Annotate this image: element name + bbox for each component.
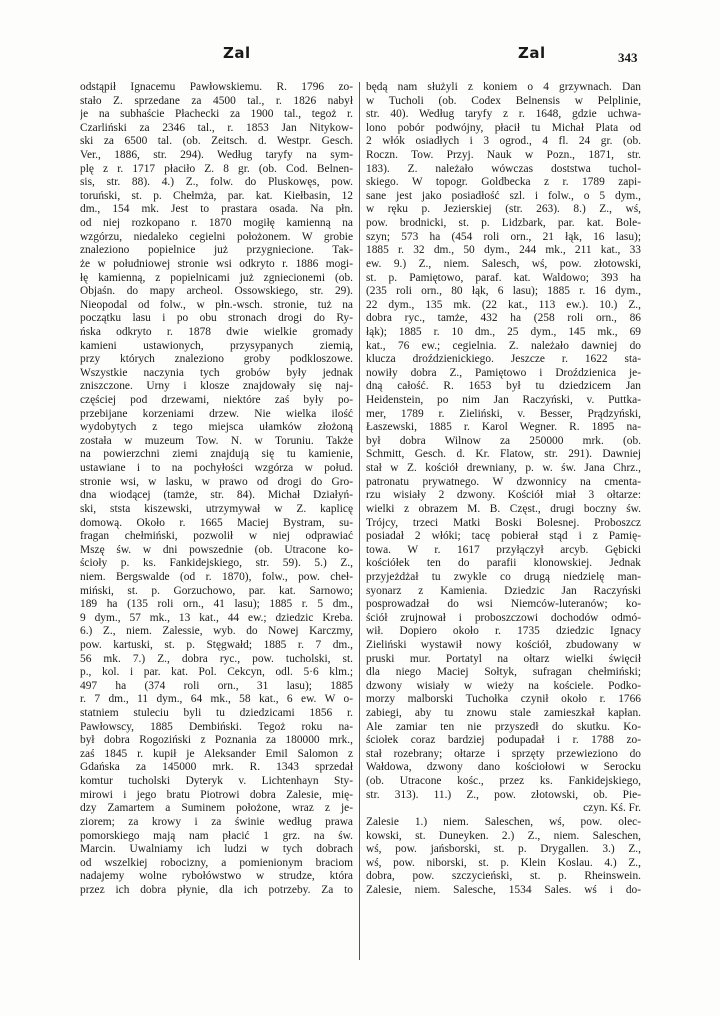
text-line: 22 dym., 135 mk. (22 kat., 113 ew.). 10.) Z., [366, 298, 641, 311]
text-line: dm., 154 mk. Jest to prastara osada. Na płn. [80, 203, 353, 216]
text-line: będą nam służyli z koniem o 4 grzywnach. Dan [366, 81, 641, 93]
text-line: komtur tucholski Dyteryk v. Lichtenhayn Sty- [80, 775, 353, 788]
text-line: zabiegi, aby tu znowu stale zamieszkał kapłan. [366, 707, 641, 720]
text-line: Łaszewski, 1885 r. Karol Wegner. R. 1895 na- [366, 421, 641, 434]
text-line: zaś 1845 r. kupił je Aleksander Emil Salomon z [80, 747, 353, 760]
text-line: nadajemy wolne rybołówstwo w strudze, która [80, 870, 353, 883]
text-line: był dobra Wilnow za 250000 mrk. (ob. [366, 434, 641, 447]
text-line: 6.) Z., niem. Zalessie, wyb. do Nowej Karczmy, [80, 625, 353, 638]
text-line: miński, st. p. Gorzuchowo, par. kat. Sarnowo; [80, 584, 353, 597]
text-line: syonarz z Kamienia. Dziedzic Jan Raczyński [366, 584, 641, 597]
text-line: str. 40). Według taryfy z r. 1648, gdzie uchwa- [366, 108, 641, 121]
text-line: ścioły p. ks. Fankidejskiego, str. 59). 5.) Z., [80, 557, 353, 570]
text-line: czyn. Kś. Fr. [583, 802, 641, 815]
text-line: ski za 6500 tal. (ob. Zeitsch. d. Westpr. Gesch. [80, 135, 353, 148]
text-line: posiadał 2 włóki; tacę pobierał stąd i z Pamię- [366, 530, 641, 543]
text-line: niem. Bergswalde (od r. 1870), folw., pow. cheł- [80, 570, 353, 583]
text-line: (235 roli orn., 80 łąk, 6 lasu); 1885 r. 16 dym., [366, 285, 641, 298]
text-line: kat., 76 ew.; cegielnia. Z. należało dawniej do [366, 339, 641, 352]
text-line: str. 313). 11.) Z., pow. złotowski, ob. Pie- [366, 788, 641, 801]
text-line: dobra, pow. szczycieński, st. p. Rheinswein. [366, 870, 641, 883]
text-line: wielki z obrazem M. B. Częst., drugi boczny św. [366, 502, 641, 515]
text-line: plę z r. 1717 płaciło Z. 8 gr. (ob. Cod. Belnen- [80, 162, 353, 175]
text-line: odstąpił Ignacemu Pawłowskiemu. R. 1796 zo- [80, 81, 353, 93]
text-line: p., kol. i par. kat. Pol. Cekcyn, odl. 5·6 klm.; [80, 666, 353, 679]
text-line: dna wiodącej (tamże, str. 84). Michał Działyń- [80, 489, 353, 502]
text-line: wś, pow. jańsborski, st. p. Drygallen. 3.) Z., [366, 843, 641, 856]
text-line: sis, str. 88). 4.) Z., folw. do Pluskowęs, pow. [80, 176, 353, 189]
text-line: ziorem; za krowy i za świnie według prawa [80, 815, 353, 828]
text-line: że w południowej stronie wsi odkryto r. 1886 mogi- [80, 257, 353, 270]
text-line: posprowadzał do wsi Niemców-luteranów; ko- [366, 598, 641, 611]
text-line: pruski mur. Portatyl na ołtarz wielki święcił [366, 652, 641, 665]
text-line: kowski, st. Duneyken. 2.) Z., niem. Saleschen, [366, 829, 641, 842]
right-text-column [366, 81, 641, 898]
text-line: pow. brodnicki, st. p. Lidzbark, par. kat. Bole- [366, 217, 641, 230]
text-line: Zalesie 1.) niem. Saleschen, wś, pow. olec- [366, 815, 641, 828]
text-line: od wszelkiej robocizny, a pomienionym braciom [80, 856, 353, 869]
text-line: rzu wisiały 2 dzwony. Kościół miał 3 ołtarze: [366, 489, 641, 502]
text-line: kamieni ustawionych, przysypanych ziemią, [80, 339, 353, 352]
text-line: dzwony wisiały w wieży na kościele. Podko- [366, 679, 641, 692]
text-line: wzgórzu, niedaleko cegielni położonem. W grobie [80, 230, 353, 243]
text-line: ściołek coraz bardziej podupadał i r. 1788 zo- [366, 734, 641, 747]
text-line: morzy malborski Tuchołka czynił około r. 1766 [366, 693, 641, 706]
text-line: (ob. Utracone kośc., przez ks. Fankidejskiego, [366, 775, 641, 788]
text-line: Trójcy, trzeci Matki Boski Bolesnej. Proboszcz [366, 516, 641, 529]
running-head-left: Zal [223, 44, 251, 62]
text-line: stał w Z. kościół drewniany, p. w. św. Jana Chrz., [366, 462, 641, 475]
text-line: stało Z. sprzedane za 4500 tal., r. 1826 nabył [80, 94, 353, 107]
text-line: 189 ha (135 roli orn., 41 lasu); 1885 r. 5 dm., [80, 598, 353, 611]
text-line: klucza droździenickiego. Jeszcze r. 1622 sta- [366, 353, 641, 366]
text-line: 497 ha (374 roli orn., 31 lasu); 1885 [80, 679, 353, 692]
text-line: kościółek ten do parafii klonowskiej. Jednak [366, 557, 641, 570]
page-number: 343 [618, 50, 638, 65]
text-line: 56 mk. 7.) Z., dobra ryc., pow. tucholski, st. [80, 652, 353, 665]
text-line: wś, pow. niborski, st. p. Klein Koslau. 4.) Z., [366, 856, 641, 869]
text-line: wił. Dopiero około r. 1735 dziedzic Ignacy [366, 625, 641, 638]
text-line: pomorskiego mają nam płacić 1 grz. na św. [80, 829, 353, 842]
text-line: dla niego Maciej Sołtyk, sufragan chełmiński; [366, 666, 641, 679]
text-line: łę kamienną, z popielnicami już zgniecionemi (ob. [80, 271, 353, 284]
text-line: towa. W r. 1617 przyłączył arcyb. Gębicki [366, 543, 641, 556]
text-line: 183). Z. należało wówczas doststwa tuchol- [366, 162, 641, 175]
text-line: fragan chełmiński, pozwolił w niej odprawiać [80, 530, 353, 543]
text-line: Pawłowscy, 1885 Dembiński. Tegoż roku na- [80, 720, 353, 733]
text-line: Schmitt, Gesch. d. Kr. Flatow, str. 291). Dawniej [366, 448, 641, 461]
text-line: Marcin. Uwalniamy ich ludzi w tych dobrach [80, 843, 353, 856]
text-line: dobra ryc., tamże, 432 ha (258 roli orn., 86 [366, 312, 641, 325]
text-line: 1885 r. 32 dm., 50 dym., 244 mk., 211 kat., 33 [366, 244, 641, 257]
text-line: stronie wsi, w lasku, w prawo od drogi do Gro- [80, 475, 353, 488]
text-line: przyjeżdżał tu zwykle co drugą niedzielę man- [366, 570, 641, 583]
text-line: ściół zrujnował i proboszczowi dochodów odmó- [366, 611, 641, 624]
text-line: toruński, st. p. Chełmża, par. kat. Kiełbasin, 12 [80, 189, 353, 202]
text-line: r. 7 dm., 11 dym., 64 mk., 58 kat., 6 ew. W o- [80, 693, 353, 706]
text-line: 2 włók osiadłych i 3 ogrod., 4 fl. 24 gr. (ob. [366, 135, 641, 148]
text-line: ew. 9.) Z., niem. Salesch, wś, pow. złotowski, [366, 257, 641, 270]
text-line: domową. Około r. 1665 Maciej Bystram, su- [80, 516, 353, 529]
text-line: Heidenstein, po nim Jan Raczyński, v. Puttka- [366, 394, 641, 407]
text-line: Objaśn. do mapy archeol. Ossowskiego, str. 29). [80, 285, 353, 298]
text-line: ustawiane i to na pochyłości wzgórza w połud. [80, 462, 353, 475]
text-line: był dobra Rogoziński z Poznania za 180000 mrk., [80, 734, 353, 747]
text-line: szyn; 573 ha (454 roli orn., 21 łąk, 16 lasu); [366, 230, 641, 243]
text-line: Zalesie, niem. Salesche, 1534 Sales. wś i do- [366, 883, 641, 896]
text-line: początku lasu i po obu stronach drogi do Ry- [80, 312, 353, 325]
text-line: Nieopodal od folw., w płn.-wsch. stronie, tuż na [80, 298, 353, 311]
text-line: Roczn. Tow. Przyj. Nauk w Pozn., 1871, str. [366, 149, 641, 162]
column-divider [359, 82, 360, 960]
text-line: je na subhaście Płachecki za 1900 tal., tegoż r. [80, 108, 353, 121]
text-line: Ale zamiar ten nie przyszedł do skutku. Ko- [366, 720, 641, 733]
text-line: Gdańska za 145000 mrk. R. 1343 sprzedał [80, 761, 353, 774]
text-line: sane jest jako posiadłość szl. i folw., o 5 dym., [366, 189, 641, 202]
text-line: zniszczone. Urny i klosze znajdowały się naj- [80, 380, 353, 393]
text-line: ńska odkryto r. 1878 dwie wielkie gromady [80, 325, 353, 338]
text-line: stał rozebrany; ołtarze i sprzęty przewieziono do [366, 747, 641, 760]
text-line: mirowi i jego bratu Piotrowi dobra Zalesie, mię- [80, 788, 353, 801]
text-line: dzy Zamartem a Suminem położone, wraz z je- [80, 802, 353, 815]
left-text-column [80, 81, 353, 898]
text-line: Czarliński za 2346 tal., r. 1853 Jan Nitykow- [80, 121, 353, 134]
text-line: w ręku p. Jezierskiej (str. 263). 8.) Z., wś, [366, 203, 641, 216]
text-line: Wszystkie naczynia tych grobów były jednak [80, 366, 353, 379]
text-line: dną całość. R. 1653 był tu dziedzicem Jan [366, 380, 641, 393]
text-line: mer, 1789 r. Zieliński, v. Besser, Prądzyński, [366, 407, 641, 420]
text-line: częściej pod drzewami, niektóre zaś były po- [80, 394, 353, 407]
text-line: skiego. W topogr. Goldbecka z r. 1789 zapi- [366, 176, 641, 189]
text-line: Ver., 1886, str. 294). Według taryfy na sym- [80, 149, 353, 162]
text-line: pow. kartuski, st. p. Stęgwałd; 1885 r. 7 dm., [80, 638, 353, 651]
text-line: w Tucholi (ob. Codex Belnensis w Pelplinie, [366, 94, 641, 107]
text-line: Wałdowa, dzwony dano kościołowi w Serocku [366, 761, 641, 774]
text-line: od niej rozkopano r. 1870 mogiłę kamienną na [80, 217, 353, 230]
text-line: przy których znaleziono groby podkloszowe. [80, 353, 353, 366]
text-line: 9 dym., 57 mk., 13 kat., 44 ew.; dziedzic Kreba. [80, 611, 353, 624]
running-head-right: Zal [518, 44, 546, 62]
text-line: ski, ststa kiszewski, utrzymywał w Z. kaplicę [80, 502, 353, 515]
text-line: wydobytych z tego miejsca ułamków złożoną [80, 421, 353, 434]
text-line: st. p. Pamiętowo, paraf. kat. Waldowo; 393 ha [366, 271, 641, 284]
text-line: znaleziono popielnice już przygniecione. Tak- [80, 244, 353, 257]
text-line: została w muzeum Tow. N. w Toruniu. Także [80, 434, 353, 447]
text-line: lono pobór podwójny, płacił tu Michał Plata od [366, 121, 641, 134]
text-line: przebijane korzeniami drzew. Nie wielka ilość [80, 407, 353, 420]
text-line: na powierzchni ziemi znajdują się tu kamienie, [80, 448, 353, 461]
text-line: statniem stuleciu byli tu dziedzicami 1856 r. [80, 707, 353, 720]
text-line: nowiły dobra Z., Pamiętowo i Droździenica je- [366, 366, 641, 379]
text-line: patronatu prywatnego. W dzwonnicy na cmenta- [366, 475, 641, 488]
text-line: Mszę św. w dni powszednie (ob. Utracone ko- [80, 543, 353, 556]
text-line: łąk); 1885 r. 10 dm., 25 dym., 145 mk., 69 [366, 325, 641, 338]
text-line: przez ich dobra płynie, dla ich potrzeby. Za to [80, 883, 353, 896]
text-line: Zieliński wystawił nowy kościół, zbudowany w [366, 638, 641, 651]
